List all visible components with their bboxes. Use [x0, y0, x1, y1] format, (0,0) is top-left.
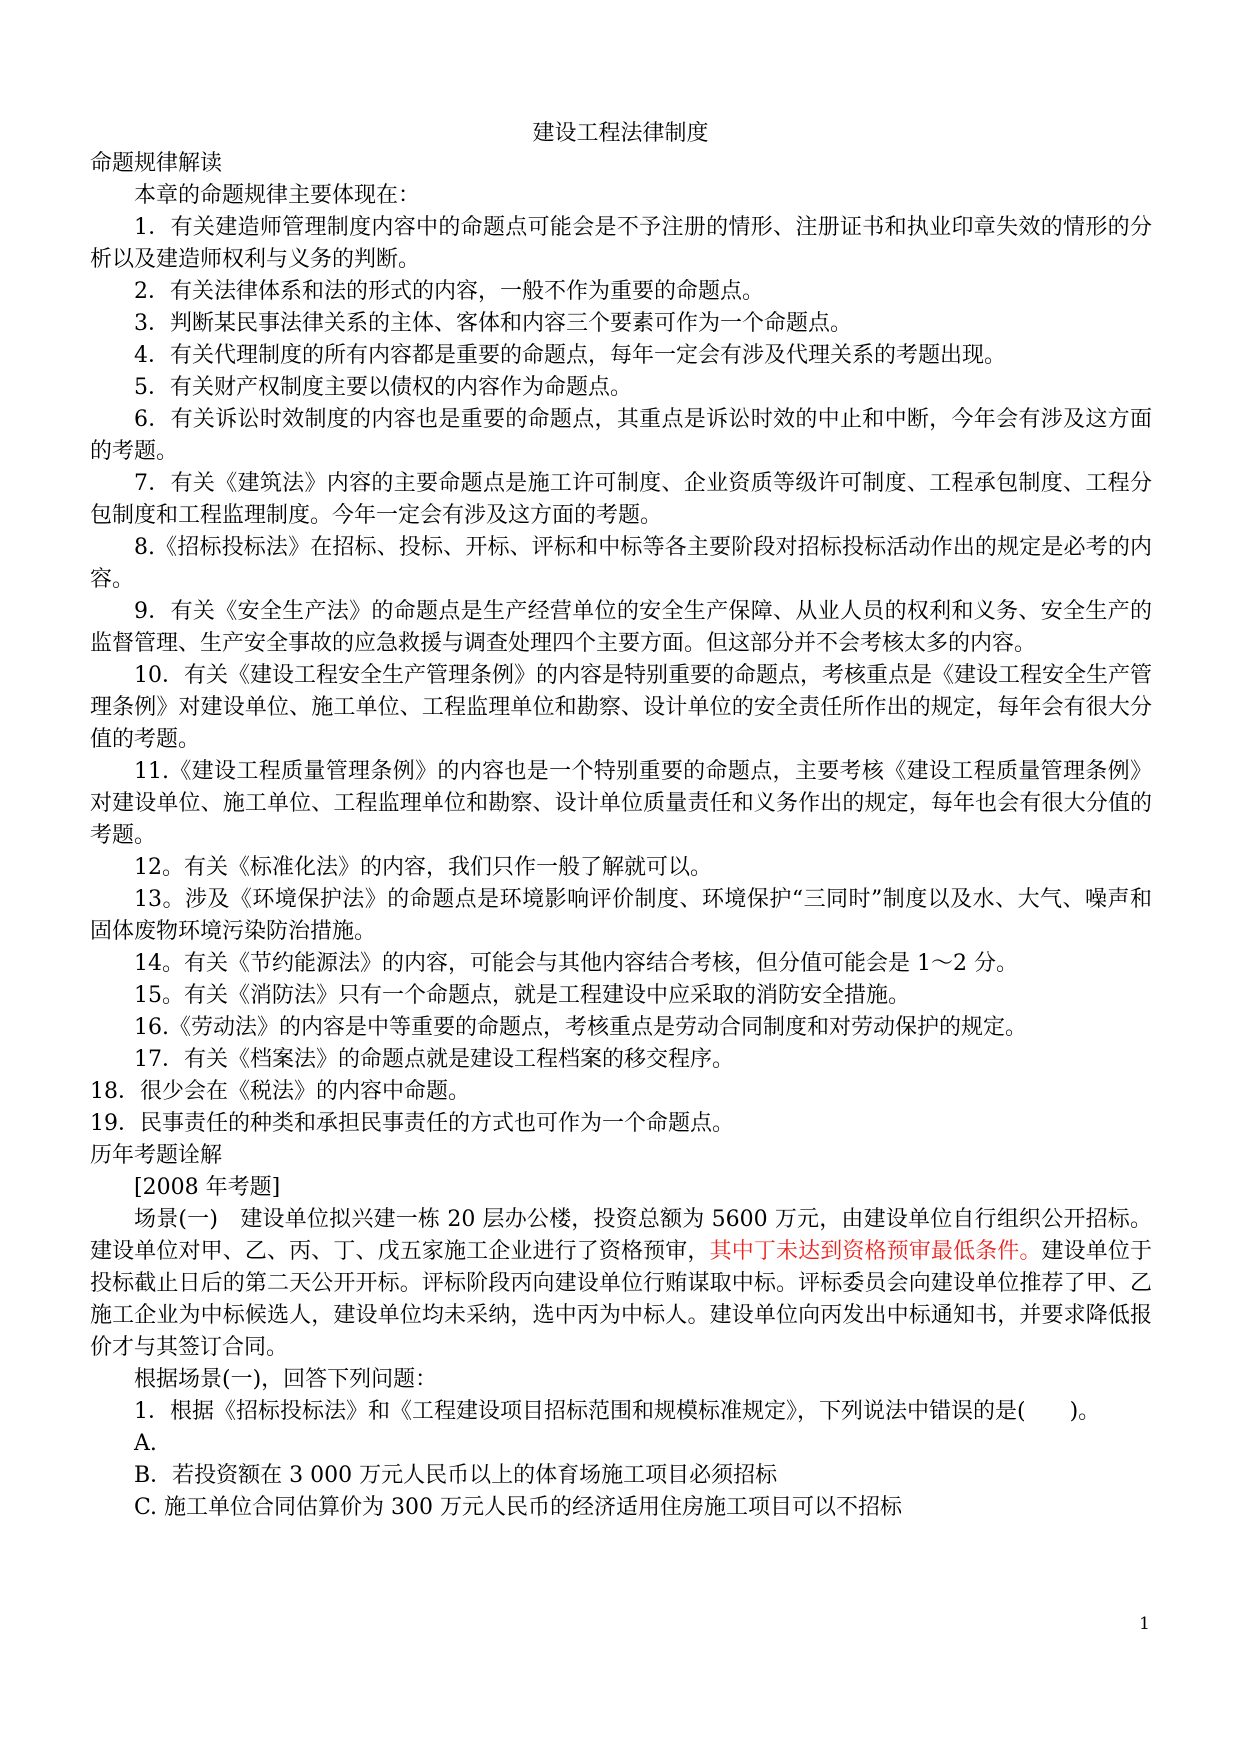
option-b: B．若投资额在 3 000 万元人民币以上的体育场施工项目必须招标: [134, 1463, 778, 1488]
list-item: 17．有关《档案法》的命题点就是建设工程档案的移交程序。: [134, 1047, 734, 1072]
option-a: A.: [134, 1431, 157, 1456]
list-item: 1．有关建造师管理制度内容中的命题点可能会是不予注册的情形、注册证书和执业印章失效的情形的分析以及建造师权利与义务的判断。: [90, 215, 1152, 272]
section-heading-proposition-rules: 命题规律解读: [90, 151, 223, 176]
list-item: 8.《招标投标法》在招标、投标、开标、评标和中标等各主要阶段对招标投标活动作出的规定是必考的内容。: [90, 535, 1152, 592]
list-item: 18．很少会在《税法》的内容中命题。: [90, 1079, 470, 1104]
list-item: 11.《建设工程质量管理条例》的内容也是一个特别重要的命题点，主要考核《建设工程质量管理条例》对建设单位、施工单位、工程监理单位和勘察、设计单位质量责任和义务作出的规定，每年也会有很大分值的考题。: [90, 759, 1152, 848]
page-number: 1: [1139, 1614, 1150, 1634]
list-item: 7．有关《建筑法》内容的主要命题点是施工许可制度、企业资质等级许可制度、工程承包制度、工程分包制度和工程监理制度。今年一定会有涉及这方面的考题。: [90, 471, 1152, 528]
exam-year-label: [2008 年考题]: [134, 1175, 281, 1200]
question-prompt: 根据场景(一)，回答下列问题：: [134, 1367, 438, 1392]
question-1: 1．根据《招标投标法》和《工程建设项目招标范围和规模标准规定》，下列说法中错误的是( )。: [134, 1399, 1101, 1424]
list-item: 2．有关法律体系和法的形式的内容，一般不作为重要的命题点。: [134, 279, 764, 304]
list-item: 10．有关《建设工程安全生产管理条例》的内容是特别重要的命题点，考核重点是《建设工程安全生产管理条例》对建设单位、施工单位、工程监理单位和勘察、设计单位的安全责任所作出的规定，每年会有很大分值的考题。: [90, 663, 1152, 752]
list-item: 19．民事责任的种类和承担民事责任的方式也可作为一个命题点。: [90, 1111, 734, 1136]
list-item: 9．有关《安全生产法》的命题点是生产经营单位的安全生产保障、从业人员的权利和义务、安全生产的监督管理、生产安全事故的应急救援与调查处理四个主要方面。但这部分并不会考核太多的内容。: [90, 599, 1152, 656]
list-item: 15。有关《消防法》只有一个命题点，就是工程建设中应采取的消防安全措施。: [134, 983, 910, 1008]
document-title: 建设工程法律制度: [532, 121, 709, 146]
scenario-text-part2: 建设单位于投标截止日后的第二天公开开标。评标阶段丙向建设单位行贿谋取中标。评标委员会向建设单位推荐了甲、乙施工企业为中标候选人，建设单位均未采纳，选中丙为中标人。建设单位向丙发出中标通知书，并要求降低报价才与其签订合同。: [90, 1239, 1152, 1360]
section-heading-past-exams: 历年考题诠解: [90, 1143, 223, 1168]
option-c: C. 施工单位合同估算价为 300 万元人民币的经济适用住房施工项目可以不招标: [134, 1495, 903, 1520]
scenario-paragraph: [90, 1204, 1152, 1364]
list-item: 5．有关财产权制度主要以债权的内容作为命题点。: [134, 375, 632, 400]
list-item: 4．有关代理制度的所有内容都是重要的命题点，每年一定会有涉及代理关系的考题出现。: [134, 343, 1007, 368]
list-item: 14。有关《节约能源法》的内容，可能会与其他内容结合考核，但分值可能会是 1～2 分。: [134, 951, 1018, 976]
scenario-highlight-text: 其中丁未达到资格预审最低条件。: [709, 1239, 1042, 1264]
intro-paragraph: 本章的命题规律主要体现在：: [134, 183, 421, 208]
list-item: 13。涉及《环境保护法》的命题点是环境影响评价制度、环境保护“三同时”制度以及水、大气、噪声和固体废物环境污染防治措施。: [90, 887, 1152, 944]
scenario-text-part1: 场景(一) 建设单位拟兴建一栋 20 层办公楼，投资总额为 5600 万元，由建设单位自行组织公开招标。建设单位对甲、乙、丙、丁、戊五家施工企业进行了资格预审，: [90, 1207, 1152, 1264]
list-item: 6．有关诉讼时效制度的内容也是重要的命题点，其重点是诉讼时效的中止和中断，今年会有涉及这方面的考题。: [90, 407, 1152, 464]
document-body: [90, 148, 1152, 1524]
list-item: 16.《劳动法》的内容是中等重要的命题点，考核重点是劳动合同制度和对劳动保护的规定。: [134, 1015, 1027, 1040]
list-item: 12。有关《标准化法》的内容，我们只作一般了解就可以。: [134, 855, 712, 880]
list-item: 3．判断某民事法律关系的主体、客体和内容三个要素可作为一个命题点。: [134, 311, 852, 336]
